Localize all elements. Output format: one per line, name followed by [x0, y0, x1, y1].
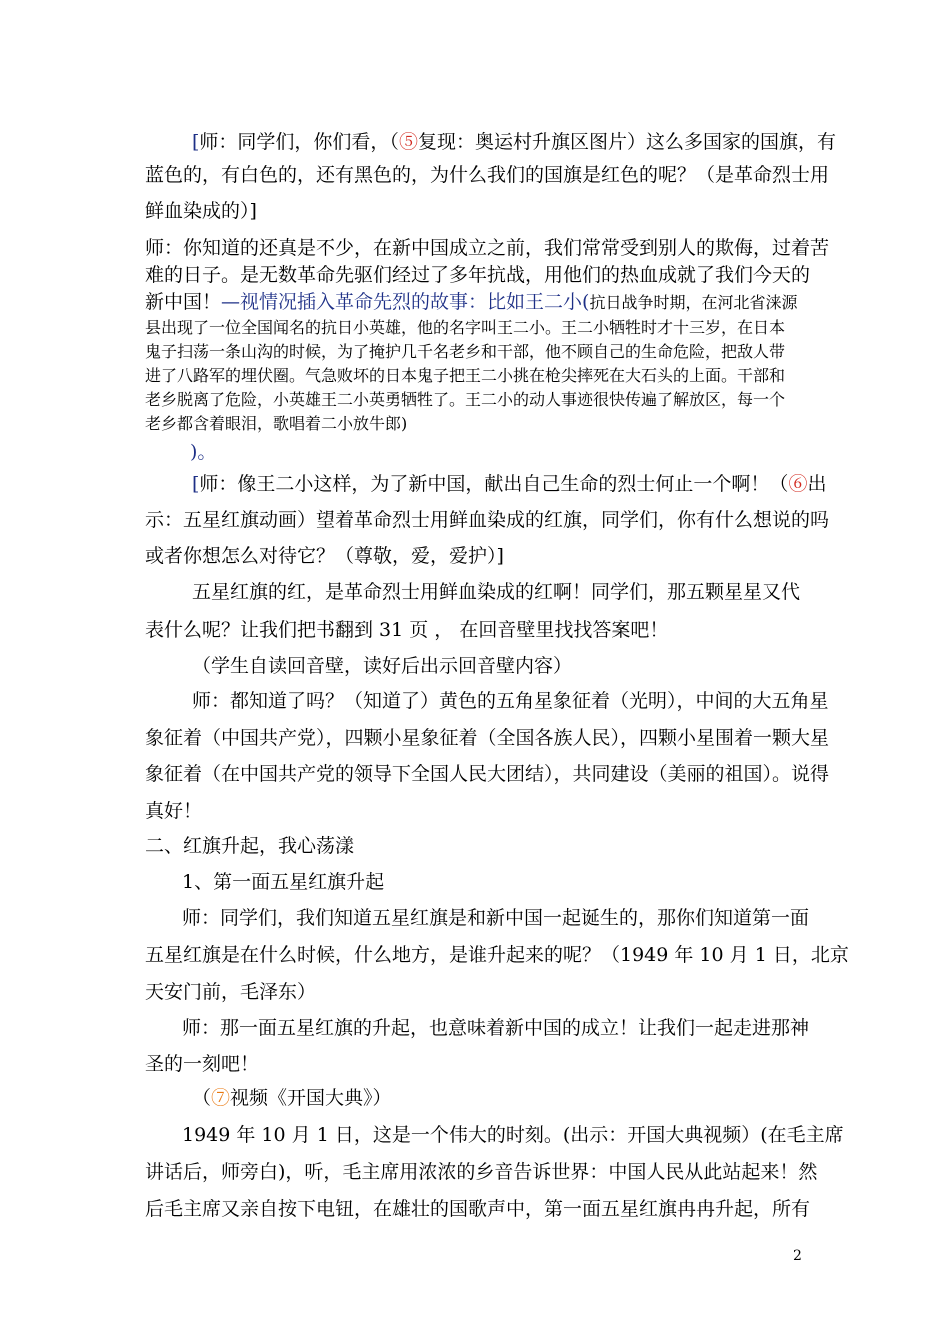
p1-line-2: 蓝色的，有白色的，还有黑色的，为什么我们的国旗是红色的呢？（是革命烈士用	[145, 164, 830, 186]
circled-number-6: ⑥	[788, 473, 808, 495]
p6-line-4: 真好！	[145, 800, 203, 822]
p6-line-1: 师：都知道了吗？（知道了）黄色的五角星象征着（光明），中间的大五角星	[192, 690, 829, 712]
p4-line-2: 表什么呢？让我们把书翻到 31 页 ， 在回音壁里找找答案吧！	[145, 619, 669, 641]
story-line-5: 老乡都含着眼泪，歌唱着二小放牛郎)	[145, 414, 408, 433]
p6-line-3: 象征着（在中国共产党的领导下全国人民大团结），共同建设（美丽的祖国）。说得	[145, 763, 830, 785]
p7-line-3: 天安门前，毛泽东）	[145, 981, 317, 1003]
p10-line-1: 1949 年 10 月 1 日，这是一个伟大的时刻。(出示：开国大典视频）(在毛主席	[182, 1124, 844, 1146]
p10-line-3: 后毛主席又亲自按下电钮，在雄壮的国歌声中，第一面五星红旗冉冉升起，所有	[145, 1198, 811, 1220]
story-insert-note: —视情况插入革命先烈的故事：比如王二小(	[221, 291, 590, 313]
p4-line-1: 五星红旗的红，是革命烈士用鲜血染成的红啊！同学们，那五颗星星又代	[192, 581, 801, 603]
p3-line-3: 或者你想怎么对待它？（尊敬，爱，爱护）]	[145, 545, 504, 567]
story-line-4: 老乡脱离了危险，小英雄王二小英勇牺牲了。王二小的动人事迹很快传遍了解放区，每一个	[145, 390, 786, 409]
story-close: )。	[190, 441, 217, 463]
p10-line-2: 讲话后，师旁白)，听，毛主席用浓浓的乡音告诉世界：中国人民从此站起来！然	[145, 1161, 818, 1183]
p3-line-1: [师：像王二小这样，为了新中国，献出自己生命的烈士何止一个啊！（⑥出	[192, 473, 827, 495]
p5: （学生自读回音壁，读好后出示回音壁内容）	[192, 655, 573, 677]
p8-line-2: 圣的一刻吧！	[145, 1053, 260, 1075]
subsection-1-heading: 1、第一面五星红旗升起	[182, 871, 385, 893]
p7-line-2: 五星红旗是在什么时候，什么地方，是谁升起来的呢？（1949 年 10 月 1 日，北京	[145, 944, 849, 966]
circled-number-5: ⑤	[398, 131, 418, 153]
circled-number-7: ⑦	[211, 1087, 231, 1109]
p1-line-1: [师：同学们，你们看，（⑤复现：奥运村升旗区图片）这么多国家的国旗，有	[192, 131, 836, 153]
p8-line-1: 师：那一面五星红旗的升起，也意味着新中国的成立！让我们一起走进那神	[182, 1017, 810, 1039]
page-number: 2	[793, 1248, 802, 1264]
p6-line-2: 象征着（中国共产党），四颗小星象征着（全国各族人民），四颗小星围着一颗大星	[145, 727, 830, 749]
p3-line-2: 示：五星红旗动画）望着革命烈士用鲜血染成的红旗，同学们，你有什么想说的吗	[145, 509, 830, 531]
p2-line-2: 难的日子。是无数革命先驱们经过了多年抗战，用他们的热血成就了我们今天的	[145, 264, 811, 286]
story-line-2: 鬼子扫荡一条山沟的时候，为了掩护几千名老乡和干部，他不顾自己的生命危险，把敌人带	[145, 342, 786, 361]
p1-line-3: 鲜血染成的）]	[145, 200, 257, 222]
section-2-heading: 二、红旗升起，我心荡漾	[145, 835, 355, 857]
p2-line-1: 师：你知道的还真是不少，在新中国成立之前，我们常常受到别人的欺侮，过着苦	[145, 237, 830, 259]
p2-line-3: 新中国！—视情况插入革命先烈的故事：比如王二小(抗日战争时期，在河北省涞源	[145, 291, 798, 313]
story-line-1: 县出现了一位全国闻名的抗日小英雄，他的名字叫王二小。王二小牺牲时才十三岁，在日本	[145, 318, 786, 337]
bracket: [	[192, 131, 200, 153]
p7-line-1: 师：同学们，我们知道五星红旗是和新中国一起诞生的，那你们知道第一面	[182, 907, 810, 929]
p9-video-note: （⑦视频《开国大典》）	[192, 1087, 392, 1109]
bracket: [	[192, 473, 200, 495]
story-line-3: 进了八路军的埋伏圈。气急败坏的日本鬼子把王二小挑在枪尖摔死在大石头的上面。干部和	[145, 366, 786, 385]
